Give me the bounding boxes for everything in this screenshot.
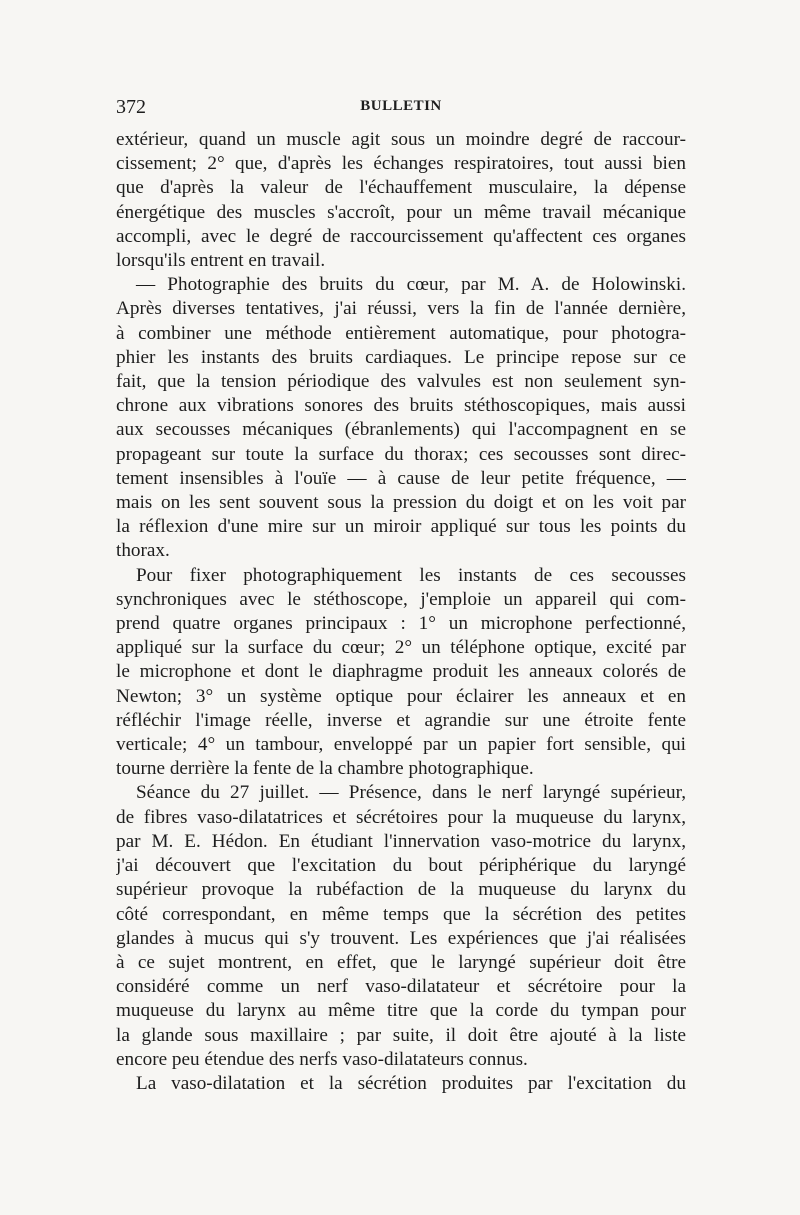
text-line: appliqué sur la surface du cœur; 2° un téléphone optique, excité par bbox=[116, 637, 686, 659]
text-line: supérieur provoque la rubéfaction de la muqueuse du larynx du bbox=[116, 879, 686, 901]
text-line: muqueuse du larynx au même titre que la corde du tympan pour bbox=[116, 1000, 686, 1022]
text-line: propageant sur toute la surface du thorax; ces secousses sont direc- bbox=[116, 443, 686, 465]
running-title: BULLETIN bbox=[360, 98, 442, 114]
text-line: — Photographie des bruits du cœur, par M. A. de Holowinski. bbox=[136, 274, 686, 296]
text-line: considéré comme un nerf vaso-dilatateur et sécrétoire pour la bbox=[116, 976, 686, 998]
text-line: énergétique des muscles s'accroît, pour un même travail mécanique bbox=[116, 201, 686, 223]
page-header bbox=[116, 96, 686, 122]
page-number: 372 bbox=[116, 96, 146, 118]
text-line: prend quatre organes principaux : 1° un microphone perfectionné, bbox=[116, 613, 686, 635]
text-line: Newton; 3° un système optique pour éclairer les anneaux et en bbox=[116, 685, 686, 707]
text-line: la réflexion d'une mire sur un miroir appliqué sur tous les points du bbox=[116, 516, 686, 538]
text-line: phier les instants des bruits cardiaques. Le principe repose sur ce bbox=[116, 346, 686, 368]
text-line: aux secousses mécaniques (ébranlements) qui l'accompagnent en se bbox=[116, 419, 686, 441]
text-line: thorax. bbox=[116, 540, 170, 562]
text-line: de fibres vaso-dilatatrices et sécrétoires pour la muqueuse du larynx, bbox=[116, 806, 686, 828]
text-line: Séance du 27 juillet. — Présence, dans le nerf laryngé supérieur, bbox=[136, 782, 686, 804]
text-line: accompli, avec le degré de raccourcissement qu'affectent ces organes bbox=[116, 225, 686, 247]
text-line: lorsqu'ils entrent en travail. bbox=[116, 250, 326, 272]
text-line: fait, que la tension périodique des valvules est non seulement syn- bbox=[116, 371, 686, 393]
text-line: Après diverses tentatives, j'ai réussi, vers la fin de l'année dernière, bbox=[116, 298, 686, 320]
text-line: j'ai découvert que l'excitation du bout périphérique du laryngé bbox=[116, 855, 686, 877]
text-line: synchroniques avec le stéthoscope, j'emploie un appareil qui com- bbox=[116, 588, 686, 610]
text-line: Pour fixer photographiquement les instants de ces secousses bbox=[136, 564, 686, 586]
text-line: réfléchir l'image réelle, inverse et agrandie sur une étroite fente bbox=[116, 709, 686, 731]
text-line: extérieur, quand un muscle agit sous un moindre degré de raccour- bbox=[116, 129, 686, 150]
text-line: côté correspondant, en même temps que la sécrétion des petites bbox=[116, 903, 686, 925]
text-line: à combiner une méthode entièrement automatique, pour photogra- bbox=[116, 322, 686, 344]
text-line: que d'après la valeur de l'échauffement musculaire, la dépense bbox=[116, 177, 686, 199]
text-line: chrone aux vibrations sonores des bruits stéthoscopiques, mais aussi bbox=[116, 395, 686, 417]
text-line: verticale; 4° un tambour, enveloppé par un papier fort sensible, qui bbox=[116, 734, 686, 756]
text-line: tourne derrière la fente de la chambre photographique. bbox=[116, 758, 534, 780]
text-line: cissement; 2° que, d'après les échanges respiratoires, tout aussi bien bbox=[116, 153, 686, 175]
text-line: le microphone et dont le diaphragme produit les anneaux colorés de bbox=[116, 661, 686, 683]
body-text bbox=[116, 128, 686, 1096]
text-line: tement insensibles à l'ouïe — à cause de leur petite fréquence, — bbox=[116, 467, 686, 489]
text-line: glandes à mucus qui s'y trouvent. Les expériences que j'ai réalisées bbox=[116, 927, 686, 949]
text-line: à ce sujet montrent, en effet, que le laryngé supérieur doit être bbox=[116, 951, 686, 973]
text-line: encore peu étendue des nerfs vaso-dilatateurs connus. bbox=[116, 1048, 528, 1070]
text-line: La vaso-dilatation et la sécrétion produites par l'excitation du bbox=[136, 1072, 686, 1094]
text-line: la glande sous maxillaire ; par suite, il doit être ajouté à la liste bbox=[116, 1024, 686, 1046]
text-line: mais on les sent souvent sous la pression du doigt et on les voit par bbox=[116, 492, 686, 514]
text-line: par M. E. Hédon. En étudiant l'innervation vaso-motrice du larynx, bbox=[116, 830, 686, 852]
